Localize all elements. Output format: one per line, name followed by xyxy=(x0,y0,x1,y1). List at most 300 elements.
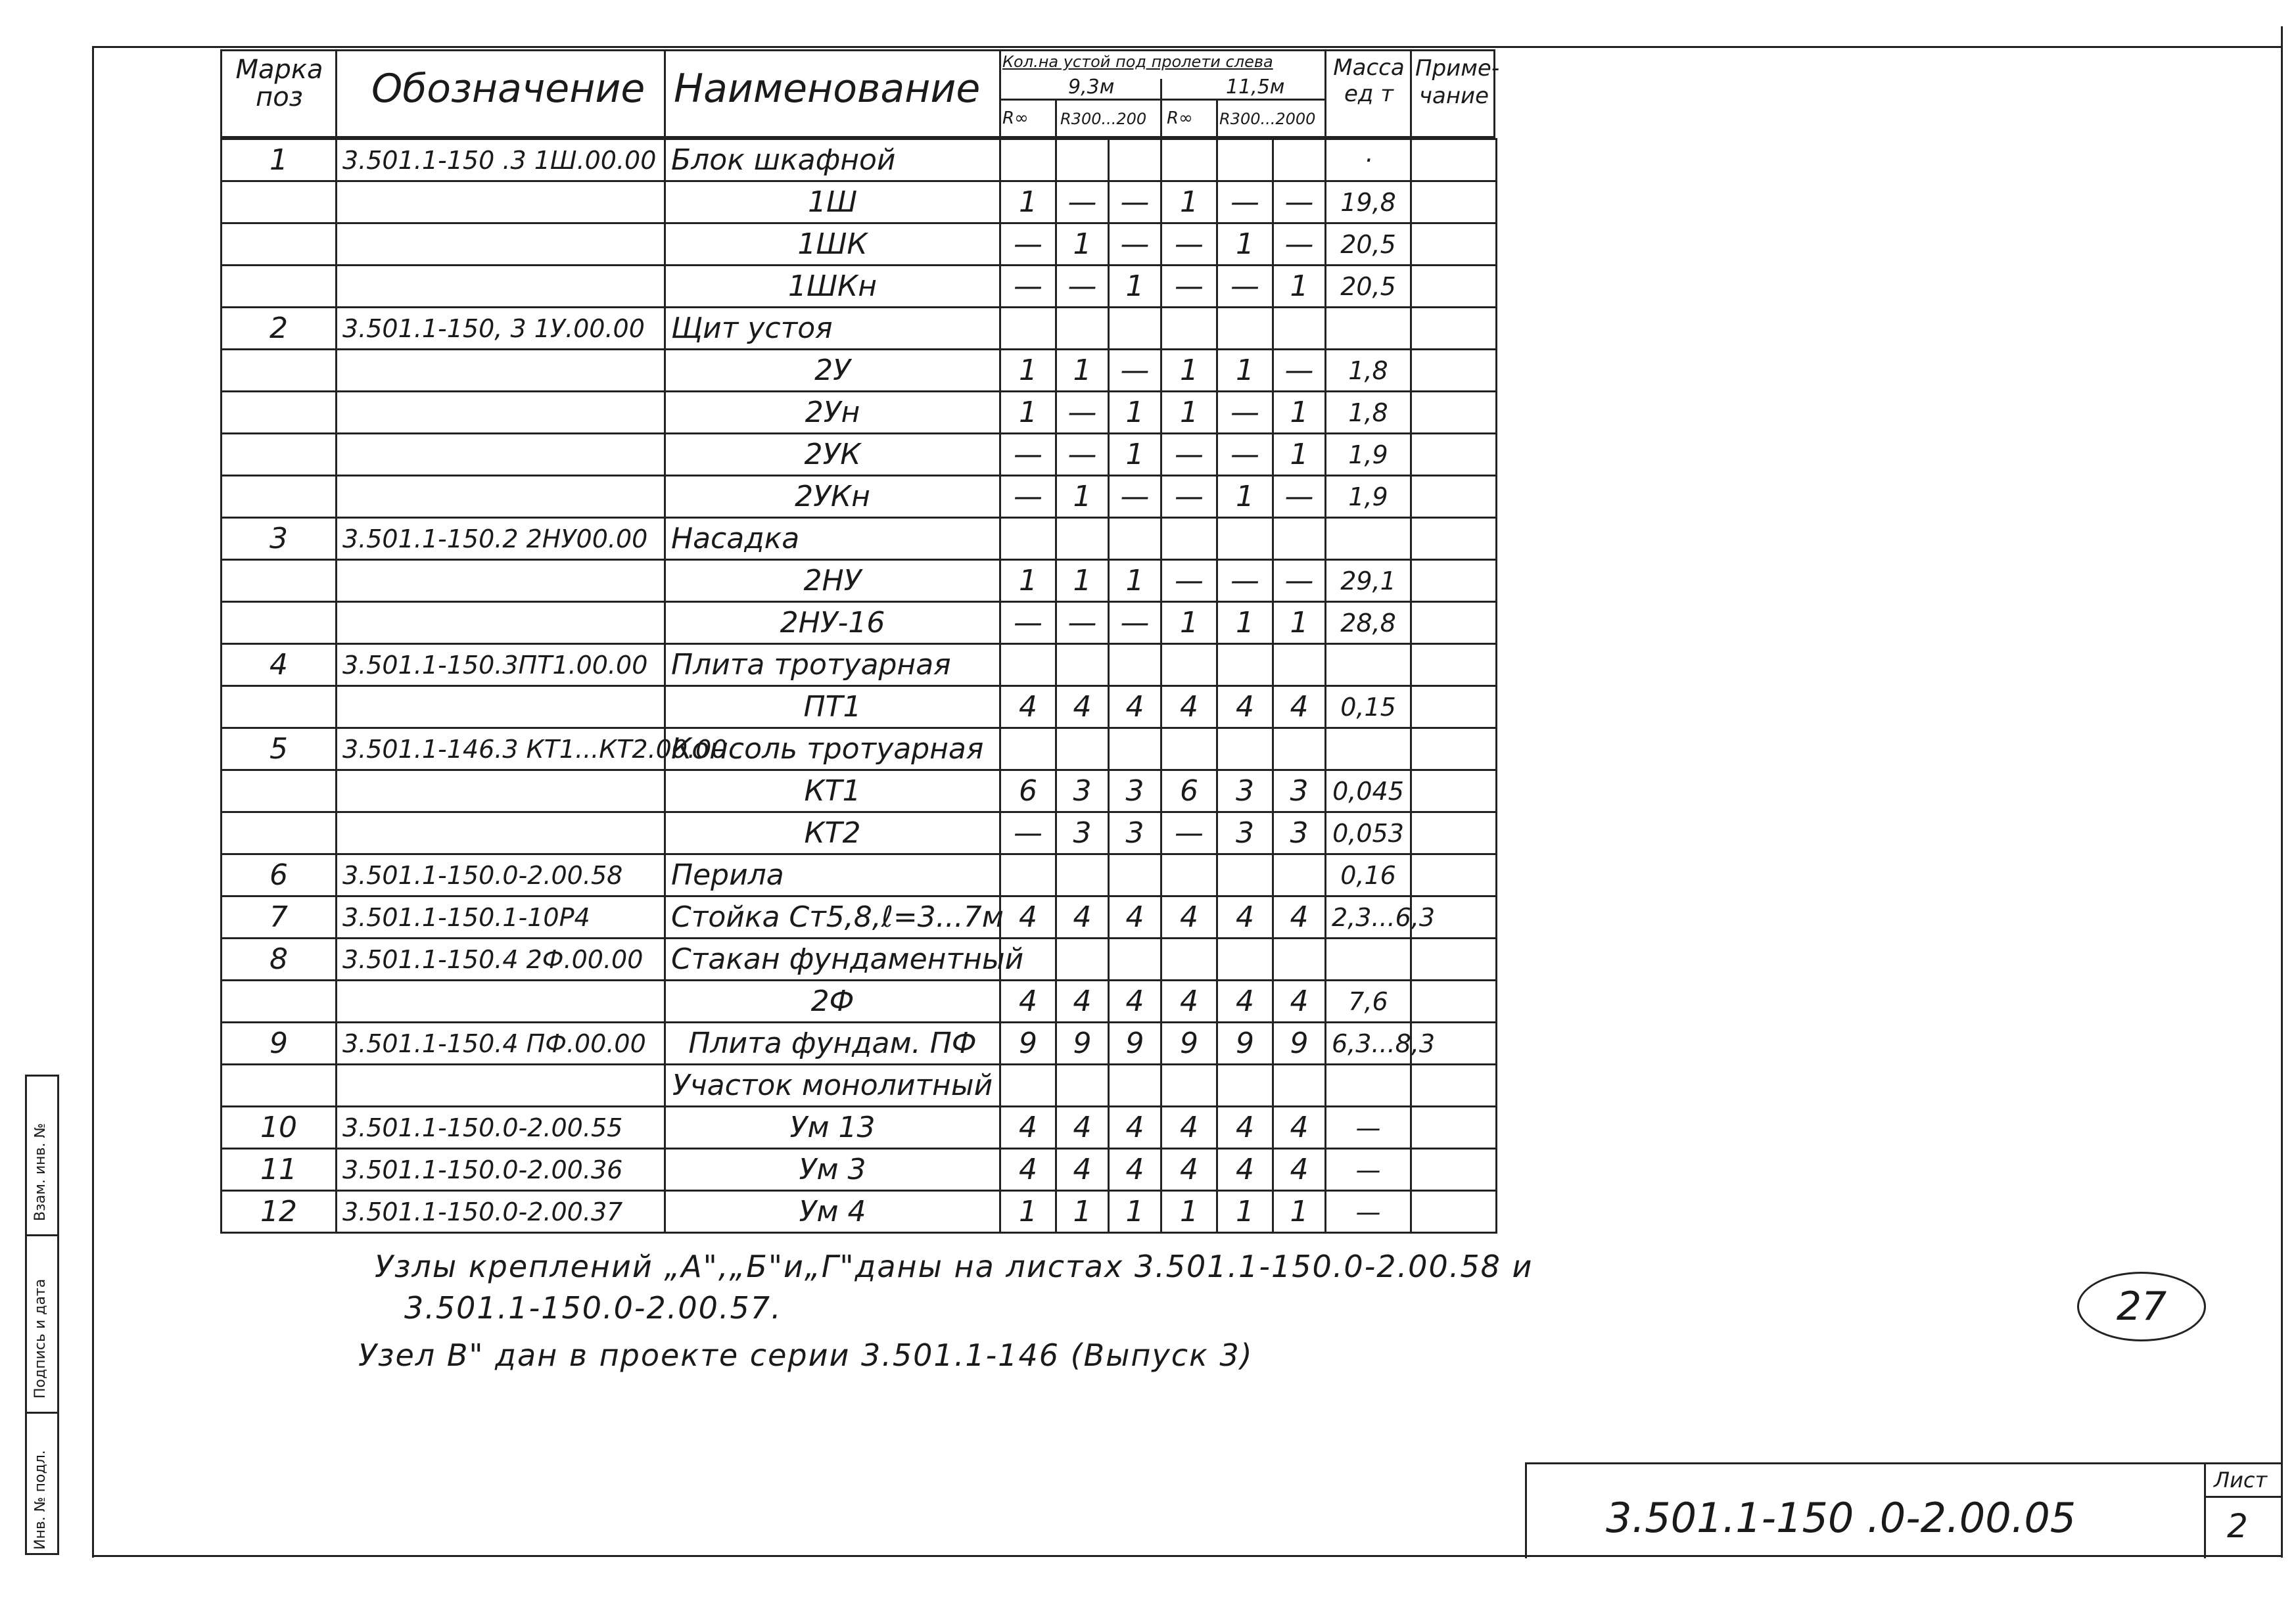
cell-qty: 4 xyxy=(1217,1149,1273,1191)
cell-qty: — xyxy=(1109,181,1161,223)
table-row xyxy=(222,896,1497,939)
cell-qty xyxy=(1000,308,1056,350)
cell-qty: 4 xyxy=(1000,1107,1056,1149)
cell-qty xyxy=(1217,518,1273,560)
cell-qty xyxy=(1109,1065,1161,1107)
cell-mark xyxy=(222,602,337,644)
table-row xyxy=(222,981,1497,1023)
cell-qty: 4 xyxy=(1273,686,1326,728)
cell-name: Насадка xyxy=(665,518,1000,560)
header-mark: Марка поз xyxy=(235,55,323,112)
cell-qty: — xyxy=(1217,392,1273,434)
cell-qty: 4 xyxy=(1217,981,1273,1023)
cell-qty: 4 xyxy=(1109,686,1161,728)
cell-qty: 9 xyxy=(1161,1023,1217,1065)
cell-qty xyxy=(1273,308,1326,350)
cell-note xyxy=(1411,644,1497,686)
cell-name: 2НУ xyxy=(665,560,1000,602)
header-r-range-2: R300...2000 xyxy=(1219,110,1316,128)
cell-qty: 9 xyxy=(1273,1023,1326,1065)
table-row xyxy=(222,350,1497,392)
cell-mark xyxy=(222,686,337,728)
cell-qty xyxy=(1000,518,1056,560)
cell-qty: 4 xyxy=(1056,896,1109,939)
cell-name: 2У xyxy=(665,350,1000,392)
frame-top xyxy=(92,46,2281,48)
cell-mass: — xyxy=(1326,1107,1411,1149)
cell-qty: 9 xyxy=(1000,1023,1056,1065)
cell-qty xyxy=(1217,939,1273,981)
cell-qty: 1 xyxy=(1161,350,1217,392)
cell-qty: 4 xyxy=(1217,896,1273,939)
cell-mark: 3 xyxy=(222,518,337,560)
cell-qty: 3 xyxy=(1109,812,1161,854)
cell-qty xyxy=(1000,139,1056,181)
cell-qty: — xyxy=(1056,266,1109,308)
table-row xyxy=(222,560,1497,602)
cell-qty: 4 xyxy=(1056,686,1109,728)
cell-qty: 1 xyxy=(1056,560,1109,602)
cell-designation xyxy=(337,560,665,602)
cell-mass: 0,053 xyxy=(1326,812,1411,854)
side-label-vzam: Взам. инв. № xyxy=(32,1123,49,1221)
cell-note xyxy=(1411,308,1497,350)
cell-name: Перила xyxy=(665,854,1000,896)
cell-mass: · xyxy=(1326,139,1411,181)
cell-designation: 3.501.1-150.3ПТ1.00.00 xyxy=(337,644,665,686)
cell-qty: — xyxy=(1273,350,1326,392)
header-designation: Обозначение xyxy=(371,66,645,112)
cell-qty: — xyxy=(1273,476,1326,518)
cell-qty: 1 xyxy=(1161,602,1217,644)
cell-qty: 4 xyxy=(1161,686,1217,728)
cell-note xyxy=(1411,1191,1497,1233)
cell-qty xyxy=(1056,644,1109,686)
cell-name: 1ШКн xyxy=(665,266,1000,308)
cell-qty xyxy=(1056,1065,1109,1107)
cell-name: 1ШК xyxy=(665,223,1000,266)
table-row xyxy=(222,139,1497,181)
cell-name: Участок монолитный xyxy=(665,1065,1000,1107)
cell-name: Стакан фундаментный xyxy=(665,939,1000,981)
cell-qty: 1 xyxy=(1217,602,1273,644)
table-row xyxy=(222,812,1497,854)
cell-qty: 6 xyxy=(1161,770,1217,812)
title-stamp xyxy=(1525,1462,2283,1558)
cell-qty: — xyxy=(1217,434,1273,476)
cell-name: 2Ун xyxy=(665,392,1000,434)
cell-qty: 1 xyxy=(1273,266,1326,308)
cell-qty: — xyxy=(1056,602,1109,644)
cell-mass xyxy=(1326,644,1411,686)
cell-qty: 4 xyxy=(1000,1149,1056,1191)
cell-qty: 4 xyxy=(1161,896,1217,939)
cell-qty: 4 xyxy=(1056,1149,1109,1191)
table-row xyxy=(222,1149,1497,1191)
cell-qty: 1 xyxy=(1056,476,1109,518)
cell-designation xyxy=(337,434,665,476)
cell-note xyxy=(1411,686,1497,728)
frame-left xyxy=(92,46,94,1558)
side-label-podpis: Подпись и дата xyxy=(32,1278,49,1399)
cell-qty xyxy=(1109,308,1161,350)
cell-qty xyxy=(1109,728,1161,770)
cell-qty: 1 xyxy=(1109,266,1161,308)
cell-name: Плита тротуарная xyxy=(665,644,1000,686)
cell-designation: 3.501.1-146.3 КТ1...КТ2.00.00 xyxy=(337,728,665,770)
cell-qty: — xyxy=(1109,350,1161,392)
cell-mark: 1 xyxy=(222,139,337,181)
cell-note xyxy=(1411,223,1497,266)
table-row xyxy=(222,476,1497,518)
cell-qty: 4 xyxy=(1273,896,1326,939)
cell-qty: — xyxy=(1161,434,1217,476)
cell-mass: 1,9 xyxy=(1326,476,1411,518)
frame-right xyxy=(2281,26,2283,1558)
cell-qty: 1 xyxy=(1109,434,1161,476)
cell-qty xyxy=(1056,308,1109,350)
cell-designation xyxy=(337,223,665,266)
cell-note xyxy=(1411,812,1497,854)
cell-qty xyxy=(1056,939,1109,981)
cell-mass: 1,8 xyxy=(1326,392,1411,434)
cell-qty xyxy=(1109,518,1161,560)
cell-qty: 1 xyxy=(1273,602,1326,644)
cell-qty: — xyxy=(1109,223,1161,266)
cell-designation: 3.501.1-150.0-2.00.37 xyxy=(337,1191,665,1233)
header-r-range-1: R300...200 xyxy=(1060,110,1147,128)
cell-qty xyxy=(1217,308,1273,350)
cell-mark: 10 xyxy=(222,1107,337,1149)
cell-qty: 1 xyxy=(1056,223,1109,266)
cell-mark: 4 xyxy=(222,644,337,686)
cell-designation xyxy=(337,686,665,728)
cell-qty: — xyxy=(1273,560,1326,602)
cell-qty xyxy=(1161,854,1217,896)
specification-table xyxy=(220,138,1497,1234)
cell-qty xyxy=(1109,139,1161,181)
cell-name: КТ1 xyxy=(665,770,1000,812)
cell-qty: 3 xyxy=(1056,770,1109,812)
cell-qty: 1 xyxy=(1000,560,1056,602)
note-line-1: Узлы креплений „А",„Б"и„Г"даны на листах 3.501.1-150.0-2.00.58 и xyxy=(375,1249,1534,1284)
cell-qty: — xyxy=(1161,266,1217,308)
cell-qty: — xyxy=(1000,434,1056,476)
cell-designation xyxy=(337,476,665,518)
cell-mark xyxy=(222,812,337,854)
cell-qty: 4 xyxy=(1000,981,1056,1023)
cell-qty: 1 xyxy=(1273,1191,1326,1233)
cell-qty xyxy=(1217,139,1273,181)
cell-designation: 3.501.1-150 .3 1Ш.00.00 xyxy=(337,139,665,181)
table-row xyxy=(222,939,1497,981)
cell-designation xyxy=(337,1065,665,1107)
table-header xyxy=(220,49,1500,138)
cell-mark xyxy=(222,223,337,266)
cell-qty xyxy=(1056,139,1109,181)
header-mass: Масса ед т xyxy=(1333,55,1405,107)
cell-note xyxy=(1411,939,1497,981)
cell-qty: — xyxy=(1056,392,1109,434)
cell-mass: 1,8 xyxy=(1326,350,1411,392)
cell-mark: 7 xyxy=(222,896,337,939)
cell-qty: 3 xyxy=(1217,812,1273,854)
cell-designation xyxy=(337,602,665,644)
cell-mark xyxy=(222,981,337,1023)
cell-mark: 8 xyxy=(222,939,337,981)
cell-qty: 1 xyxy=(1217,476,1273,518)
cell-mark xyxy=(222,350,337,392)
cell-qty xyxy=(1273,728,1326,770)
cell-qty: 4 xyxy=(1000,686,1056,728)
cell-qty xyxy=(1161,728,1217,770)
cell-mark xyxy=(222,476,337,518)
cell-note xyxy=(1411,770,1497,812)
cell-designation: 3.501.1-150.4 2Ф.00.00 xyxy=(337,939,665,981)
cell-mark xyxy=(222,770,337,812)
side-stamp xyxy=(25,1075,59,1555)
cell-qty xyxy=(1273,854,1326,896)
cell-qty: 1 xyxy=(1217,223,1273,266)
cell-note xyxy=(1411,981,1497,1023)
cell-qty: 1 xyxy=(1109,560,1161,602)
header-r-inf-2: R∞ xyxy=(1167,108,1193,128)
cell-qty xyxy=(1273,1065,1326,1107)
cell-mass: 19,8 xyxy=(1326,181,1411,223)
cell-qty: 1 xyxy=(1161,1191,1217,1233)
cell-qty: 4 xyxy=(1056,1107,1109,1149)
table-row xyxy=(222,392,1497,434)
cell-name: Ум 13 xyxy=(665,1107,1000,1149)
cell-qty xyxy=(1217,644,1273,686)
cell-qty xyxy=(1000,728,1056,770)
cell-qty: — xyxy=(1273,223,1326,266)
cell-qty xyxy=(1217,854,1273,896)
cell-qty xyxy=(1161,308,1217,350)
cell-qty: 6 xyxy=(1000,770,1056,812)
cell-qty xyxy=(1109,644,1161,686)
cell-qty xyxy=(1109,854,1161,896)
stamp-sheet-number: 2 xyxy=(2227,1507,2248,1545)
circled-number-text: 27 xyxy=(2116,1284,2167,1330)
cell-qty xyxy=(1161,1065,1217,1107)
cell-qty xyxy=(1161,644,1217,686)
cell-qty: 1 xyxy=(1273,392,1326,434)
cell-qty: 3 xyxy=(1273,770,1326,812)
circled-sheet-number xyxy=(2077,1272,2206,1341)
cell-qty xyxy=(1273,139,1326,181)
cell-qty xyxy=(1109,939,1161,981)
cell-mass: — xyxy=(1326,1191,1411,1233)
table-row xyxy=(222,770,1497,812)
cell-qty: 9 xyxy=(1056,1023,1109,1065)
cell-note xyxy=(1411,854,1497,896)
stamp-sheet-label: Лист xyxy=(2214,1468,2268,1493)
table-row xyxy=(222,644,1497,686)
cell-mass: 0,15 xyxy=(1326,686,1411,728)
cell-qty: 4 xyxy=(1273,981,1326,1023)
cell-qty: 4 xyxy=(1273,1107,1326,1149)
cell-qty: 1 xyxy=(1161,392,1217,434)
cell-qty: — xyxy=(1000,812,1056,854)
cell-name: Консоль тротуарная xyxy=(665,728,1000,770)
cell-qty: — xyxy=(1217,266,1273,308)
cell-qty: 9 xyxy=(1109,1023,1161,1065)
cell-qty xyxy=(1273,939,1326,981)
cell-qty: 4 xyxy=(1109,981,1161,1023)
cell-qty: 4 xyxy=(1217,1107,1273,1149)
header-qty-title: Кол.на устой под пролети слева xyxy=(1002,53,1273,71)
cell-designation: 3.501.1-150.2 2НУ00.00 xyxy=(337,518,665,560)
cell-qty: 4 xyxy=(1161,981,1217,1023)
cell-qty: 3 xyxy=(1273,812,1326,854)
cell-mass: 20,5 xyxy=(1326,223,1411,266)
cell-mass: — xyxy=(1326,1149,1411,1191)
note-line-3: Узел В" дан в проекте серии 3.501.1-146 (Выпуск 3) xyxy=(358,1337,1253,1373)
cell-mark: 12 xyxy=(222,1191,337,1233)
table-row xyxy=(222,308,1497,350)
cell-mark xyxy=(222,181,337,223)
cell-mark: 9 xyxy=(222,1023,337,1065)
table-row xyxy=(222,223,1497,266)
cell-mass xyxy=(1326,728,1411,770)
cell-name: Ум 4 xyxy=(665,1191,1000,1233)
cell-qty: 4 xyxy=(1056,981,1109,1023)
cell-mark xyxy=(222,1065,337,1107)
header-name: Наименование xyxy=(674,66,981,112)
cell-designation xyxy=(337,812,665,854)
header-span-93: 9,3м xyxy=(1068,76,1115,99)
cell-qty: — xyxy=(1000,602,1056,644)
cell-qty: 1 xyxy=(1056,350,1109,392)
cell-qty: 1 xyxy=(1217,350,1273,392)
cell-designation: 3.501.1-150, 3 1У.00.00 xyxy=(337,308,665,350)
cell-qty: — xyxy=(1161,223,1217,266)
cell-designation: 3.501.1-150.0-2.00.55 xyxy=(337,1107,665,1149)
cell-qty: — xyxy=(1217,560,1273,602)
cell-designation xyxy=(337,350,665,392)
cell-qty: 4 xyxy=(1161,1107,1217,1149)
cell-note xyxy=(1411,434,1497,476)
cell-qty: — xyxy=(1217,181,1273,223)
header-span-115: 11,5м xyxy=(1226,76,1285,99)
cell-qty: 4 xyxy=(1161,1149,1217,1191)
cell-qty: — xyxy=(1000,223,1056,266)
cell-qty xyxy=(1056,854,1109,896)
cell-qty xyxy=(1217,1065,1273,1107)
note-line-2: 3.501.1-150.0-2.00.57. xyxy=(404,1290,782,1326)
cell-qty xyxy=(1000,854,1056,896)
table-row xyxy=(222,266,1497,308)
cell-name: 1Ш xyxy=(665,181,1000,223)
cell-qty: 9 xyxy=(1217,1023,1273,1065)
cell-qty: — xyxy=(1161,476,1217,518)
cell-note xyxy=(1411,728,1497,770)
cell-note xyxy=(1411,350,1497,392)
cell-qty: — xyxy=(1000,266,1056,308)
cell-qty: 4 xyxy=(1273,1149,1326,1191)
table-row xyxy=(222,518,1497,560)
cell-qty xyxy=(1161,139,1217,181)
table-row xyxy=(222,686,1497,728)
cell-name: 2УК xyxy=(665,434,1000,476)
cell-mass: 20,5 xyxy=(1326,266,1411,308)
cell-name: Блок шкафной xyxy=(665,139,1000,181)
cell-qty xyxy=(1161,939,1217,981)
cell-note xyxy=(1411,1107,1497,1149)
cell-qty: 4 xyxy=(1109,896,1161,939)
cell-qty: — xyxy=(1161,560,1217,602)
cell-name: Стойка Ст5,8,ℓ=3...7м xyxy=(665,896,1000,939)
cell-qty xyxy=(1161,518,1217,560)
cell-qty: — xyxy=(1000,476,1056,518)
stamp-doc-number: 3.501.1-150 .0-2.00.05 xyxy=(1606,1494,2076,1542)
cell-mass: 0,16 xyxy=(1326,854,1411,896)
cell-note xyxy=(1411,1065,1497,1107)
table-row xyxy=(222,1023,1497,1065)
cell-mass xyxy=(1326,518,1411,560)
cell-qty: 1 xyxy=(1000,1191,1056,1233)
cell-qty: 1 xyxy=(1000,181,1056,223)
cell-name: ПТ1 xyxy=(665,686,1000,728)
cell-note xyxy=(1411,602,1497,644)
cell-qty xyxy=(1000,1065,1056,1107)
cell-name: Щит устоя xyxy=(665,308,1000,350)
cell-name: Плита фундам. ПФ xyxy=(665,1023,1000,1065)
cell-note xyxy=(1411,139,1497,181)
cell-mass: 6,3...8,3 xyxy=(1326,1023,1411,1065)
cell-qty: 4 xyxy=(1217,686,1273,728)
cell-mark: 11 xyxy=(222,1149,337,1191)
cell-qty xyxy=(1056,728,1109,770)
cell-qty: — xyxy=(1273,181,1326,223)
cell-note xyxy=(1411,476,1497,518)
cell-mass xyxy=(1326,1065,1411,1107)
cell-qty: 1 xyxy=(1056,1191,1109,1233)
cell-designation: 3.501.1-150.4 ПФ.00.00 xyxy=(337,1023,665,1065)
cell-designation: 3.501.1-150.0-2.00.58 xyxy=(337,854,665,896)
cell-mass: 1,9 xyxy=(1326,434,1411,476)
cell-mark xyxy=(222,434,337,476)
table-row xyxy=(222,1191,1497,1233)
cell-name: 2УКн xyxy=(665,476,1000,518)
cell-qty: — xyxy=(1056,434,1109,476)
header-r-inf-1: R∞ xyxy=(1002,108,1029,128)
cell-designation xyxy=(337,266,665,308)
cell-qty: 3 xyxy=(1056,812,1109,854)
cell-qty: — xyxy=(1109,476,1161,518)
cell-qty: 1 xyxy=(1273,434,1326,476)
cell-mass xyxy=(1326,939,1411,981)
cell-qty: 3 xyxy=(1109,770,1161,812)
side-label-inv-podl: Инв. № подл. xyxy=(32,1450,49,1550)
cell-designation: 3.501.1-150.1-10Р4 xyxy=(337,896,665,939)
cell-note xyxy=(1411,266,1497,308)
cell-mass: 2,3...6,3 xyxy=(1326,896,1411,939)
cell-designation xyxy=(337,392,665,434)
table-row xyxy=(222,181,1497,223)
cell-qty xyxy=(1217,728,1273,770)
cell-name: КТ2 xyxy=(665,812,1000,854)
table-row xyxy=(222,434,1497,476)
cell-qty xyxy=(1000,644,1056,686)
cell-qty: 1 xyxy=(1109,392,1161,434)
cell-qty: 1 xyxy=(1109,1191,1161,1233)
cell-qty: 1 xyxy=(1161,181,1217,223)
cell-note xyxy=(1411,181,1497,223)
cell-mark xyxy=(222,560,337,602)
cell-designation: 3.501.1-150.0-2.00.36 xyxy=(337,1149,665,1191)
